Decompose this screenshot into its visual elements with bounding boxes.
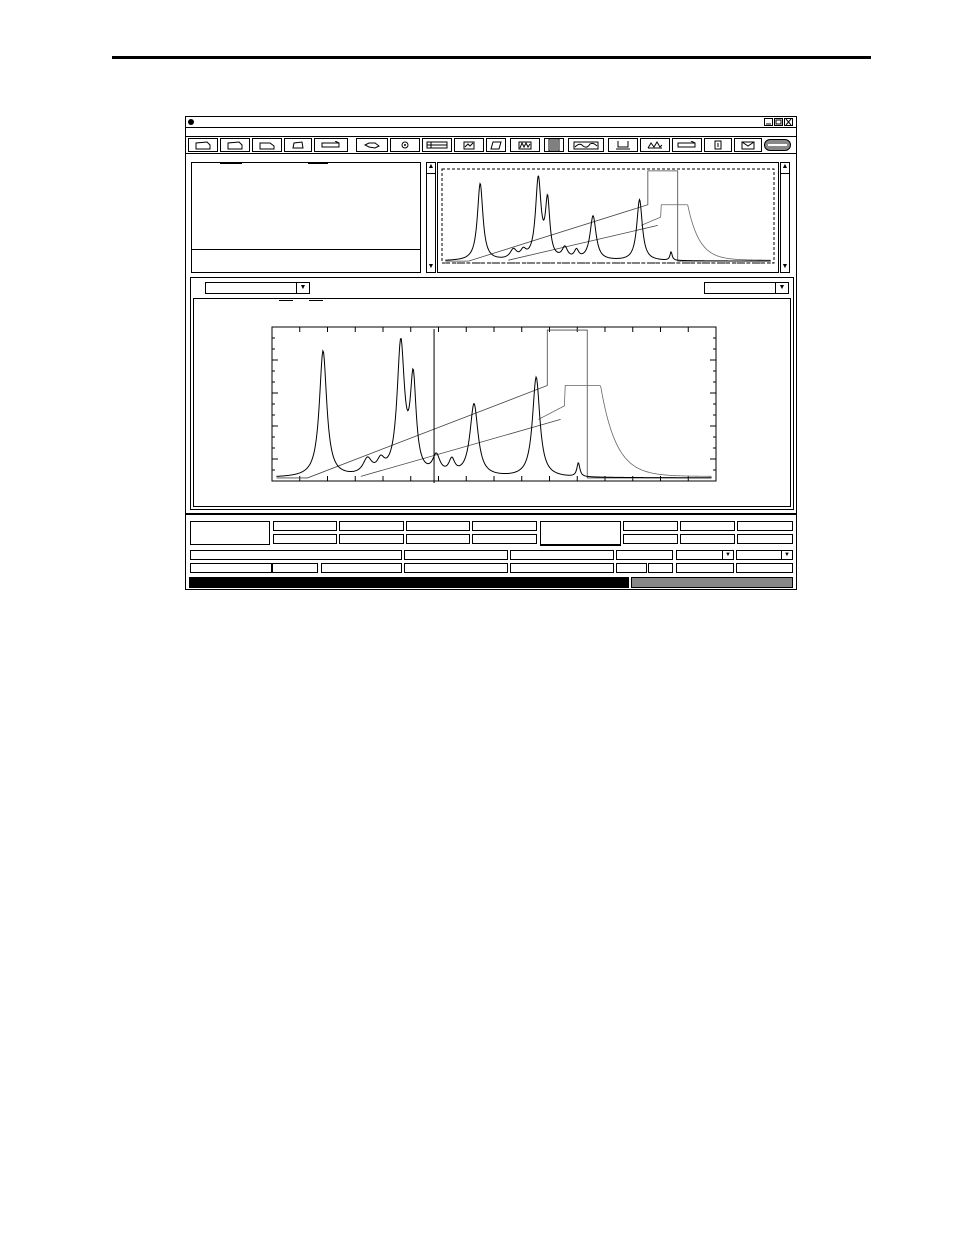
- menu-bar[interactable]: [186, 128, 796, 137]
- valve-button[interactable]: [356, 138, 388, 152]
- scroll-down-icon[interactable]: ▼: [781, 263, 789, 270]
- signal-icon: [463, 141, 475, 150]
- chevron-down-icon[interactable]: ▼: [775, 283, 788, 293]
- control-cell[interactable]: [737, 521, 793, 531]
- maximize-icon[interactable]: [774, 118, 783, 126]
- overview-chart: [438, 163, 778, 272]
- page-header-rule: [112, 56, 871, 59]
- print-button[interactable]: [284, 138, 312, 152]
- main-chart-inner: [193, 298, 791, 507]
- control-cell[interactable]: [190, 563, 272, 573]
- control-cell[interactable]: [680, 521, 735, 531]
- chevron-down-icon[interactable]: ▼: [781, 551, 792, 559]
- plot-area: [272, 327, 716, 481]
- info-button[interactable]: [704, 138, 732, 152]
- printer-icon: [292, 141, 304, 149]
- uv-trace: [445, 176, 770, 261]
- scroll-down-icon[interactable]: ▼: [427, 263, 435, 270]
- main-chart-frame: [190, 277, 794, 510]
- control-cell[interactable]: [623, 521, 678, 531]
- control-cell[interactable]: [190, 550, 402, 560]
- control-display-left: [190, 521, 270, 545]
- scroll-up-icon[interactable]: ▲: [427, 163, 435, 170]
- fraction-button[interactable]: [486, 138, 506, 152]
- status-progress: [631, 577, 793, 588]
- folder-icon: [195, 141, 211, 150]
- overlay-button[interactable]: [640, 138, 670, 152]
- control-cell[interactable]: [736, 563, 793, 573]
- gradient-trace: [276, 330, 711, 478]
- panel-tab-line: [308, 163, 328, 164]
- trace-select-dropdown[interactable]: [205, 282, 310, 294]
- column-icon: [616, 140, 630, 150]
- toolbar: [186, 137, 796, 154]
- panel-divider: [192, 249, 420, 250]
- gear-button[interactable]: [390, 138, 420, 152]
- overlay-icon: [647, 141, 663, 149]
- fraction-icon: [490, 141, 502, 150]
- control-cell[interactable]: [406, 521, 470, 531]
- control-cell[interactable]: [321, 563, 402, 573]
- uv-trace: [276, 339, 711, 478]
- conductivity-trace: [538, 386, 711, 477]
- chevron-down-icon[interactable]: ▼: [722, 551, 733, 559]
- plot-area: [442, 169, 774, 263]
- control-cell[interactable]: [510, 563, 614, 573]
- folder-icon: [259, 141, 275, 150]
- gear-icon: [400, 140, 410, 150]
- control-dropdown[interactable]: [736, 550, 793, 560]
- run-info-panel: [191, 162, 421, 273]
- run-icon: [768, 144, 787, 146]
- peaks-icon: [518, 141, 532, 150]
- minimize-icon[interactable]: [764, 118, 773, 126]
- overview-scrollbar-left[interactable]: [426, 162, 436, 273]
- chromatogram-icon: [573, 141, 599, 150]
- control-cell[interactable]: [272, 563, 318, 573]
- control-cell[interactable]: [737, 534, 793, 544]
- peaks-button[interactable]: [510, 138, 540, 152]
- table-button[interactable]: [422, 138, 452, 152]
- control-cell[interactable]: [616, 563, 647, 573]
- folder-icon: [227, 141, 243, 150]
- pump-button[interactable]: [314, 138, 348, 152]
- chevron-down-icon[interactable]: ▼: [296, 283, 309, 293]
- scroll-thumb-edge: [427, 173, 435, 174]
- mail-icon: [741, 141, 755, 150]
- control-cell[interactable]: [676, 563, 734, 573]
- control-cell[interactable]: [680, 534, 735, 544]
- panel-tab-line: [220, 163, 242, 164]
- run-button[interactable]: [764, 139, 791, 151]
- control-cell[interactable]: [273, 534, 337, 544]
- report-icon: [548, 139, 560, 151]
- control-cell[interactable]: [339, 521, 404, 531]
- control-cell[interactable]: [616, 550, 673, 560]
- control-display-center: [540, 521, 621, 546]
- application-window: [185, 116, 797, 590]
- control-cell[interactable]: [623, 534, 678, 544]
- control-cell[interactable]: [273, 521, 337, 531]
- pump-icon: [321, 141, 341, 149]
- save-button[interactable]: [252, 138, 282, 152]
- control-dropdown[interactable]: [676, 550, 734, 560]
- mail-button[interactable]: [734, 138, 762, 152]
- conductivity-trace: [641, 205, 770, 260]
- view-select-dropdown[interactable]: [704, 282, 789, 294]
- gradient-ramp: [361, 419, 561, 476]
- system-menu-icon[interactable]: [188, 119, 194, 125]
- injector-icon: [677, 141, 697, 149]
- close-icon[interactable]: [784, 118, 793, 126]
- overview-scrollbar-right[interactable]: [780, 162, 790, 273]
- control-cell[interactable]: [510, 550, 614, 560]
- open-method-button[interactable]: [220, 138, 250, 152]
- gradient-trace: [445, 171, 770, 261]
- control-cell[interactable]: [339, 534, 404, 544]
- overview-chart-panel: [437, 162, 779, 273]
- chromatogram-button[interactable]: [568, 138, 604, 152]
- scroll-thumb-edge: [781, 173, 789, 174]
- control-cell[interactable]: [404, 550, 508, 560]
- control-cell[interactable]: [472, 534, 537, 544]
- injector-button[interactable]: [672, 138, 702, 152]
- scroll-up-icon[interactable]: ▲: [781, 163, 789, 170]
- signal-button[interactable]: [454, 138, 484, 152]
- table-icon: [426, 141, 448, 149]
- title-bar[interactable]: [186, 117, 796, 128]
- new-run-button[interactable]: [188, 138, 218, 152]
- valve-icon: [364, 141, 380, 149]
- control-cell[interactable]: [406, 534, 470, 544]
- main-chromatogram-chart[interactable]: [194, 299, 790, 506]
- status-bar: [189, 577, 629, 588]
- control-cell[interactable]: [648, 563, 673, 573]
- column-button[interactable]: [608, 138, 638, 152]
- report-button[interactable]: [544, 138, 564, 152]
- control-panel: [186, 515, 796, 590]
- control-cell[interactable]: [472, 521, 537, 531]
- info-icon: [714, 140, 722, 150]
- control-cell[interactable]: [404, 563, 508, 573]
